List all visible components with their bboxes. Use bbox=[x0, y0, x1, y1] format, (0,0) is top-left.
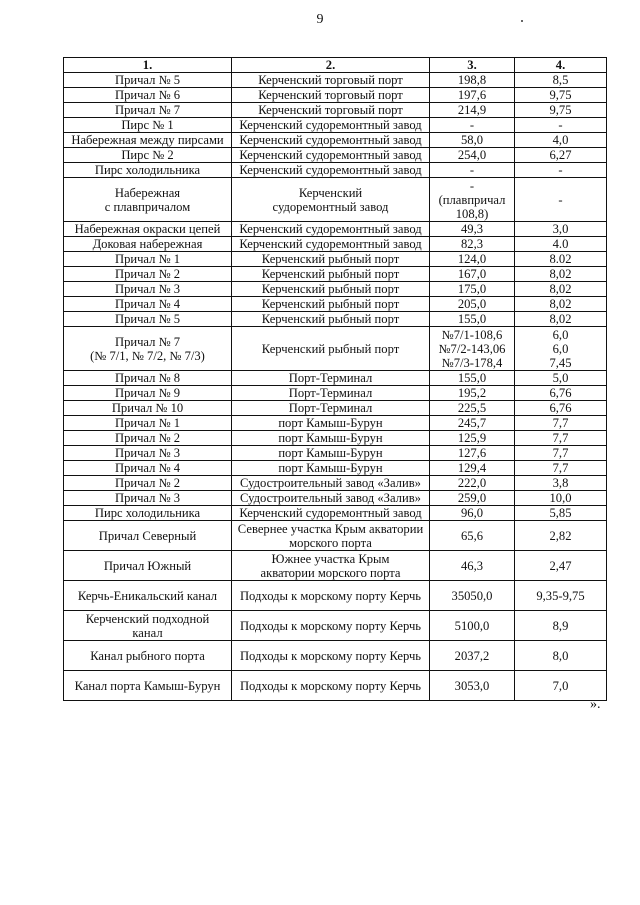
cell-name: Керчь-Еникальский канал bbox=[64, 581, 232, 611]
cell-location: порт Камыш-Бурун bbox=[232, 446, 430, 461]
table-row bbox=[64, 581, 607, 611]
cell-length: 124,0 bbox=[430, 252, 515, 267]
cell-length: 245,7 bbox=[430, 416, 515, 431]
table-row bbox=[64, 163, 607, 178]
cell-name: Причал № 1 bbox=[64, 416, 232, 431]
cell-length: 155,0 bbox=[430, 312, 515, 327]
cell-location: Порт-Терминал bbox=[232, 371, 430, 386]
cell-length: 2037,2 bbox=[430, 641, 515, 671]
cell-location: Керченский рыбный порт bbox=[232, 252, 430, 267]
cell-name: Набережная окраски цепей bbox=[64, 222, 232, 237]
cell-name: Причал № 6 bbox=[64, 88, 232, 103]
cell-length: 46,3 bbox=[430, 551, 515, 581]
cell-length: - (плавпричал 108,8) bbox=[430, 178, 515, 222]
table-row bbox=[64, 671, 607, 701]
cell-name: Причал № 4 bbox=[64, 297, 232, 312]
cell-location: Керченский рыбный порт bbox=[232, 327, 430, 371]
table-row bbox=[64, 88, 607, 103]
cell-length: 155,0 bbox=[430, 371, 515, 386]
cell-location: Керченский торговый порт bbox=[232, 73, 430, 88]
cell-length: 49,3 bbox=[430, 222, 515, 237]
cell-name: Причал Северный bbox=[64, 521, 232, 551]
cell-location: Керченский рыбный порт bbox=[232, 297, 430, 312]
cell-name: Причал № 9 bbox=[64, 386, 232, 401]
cell-name: Причал № 8 bbox=[64, 371, 232, 386]
cell-location: Керченский судоремонтный завод bbox=[232, 163, 430, 178]
cell-name: Канал рыбного порта bbox=[64, 641, 232, 671]
table-row bbox=[64, 267, 607, 282]
cell-depth: 7,0 bbox=[515, 671, 607, 701]
cell-length: - bbox=[430, 163, 515, 178]
cell-length: 125,9 bbox=[430, 431, 515, 446]
cell-length: №7/1-108,6 №7/2-143,06 №7/3-178,4 bbox=[430, 327, 515, 371]
cell-location: порт Камыш-Бурун bbox=[232, 431, 430, 446]
table-row bbox=[64, 118, 607, 133]
cell-location: Южнее участка Крым акватории морского порта bbox=[232, 551, 430, 581]
cell-length: 195,2 bbox=[430, 386, 515, 401]
cell-location: Подходы к морскому порту Керчь bbox=[232, 581, 430, 611]
cell-depth: 5,85 bbox=[515, 506, 607, 521]
cell-name: Набережная между пирсами bbox=[64, 133, 232, 148]
cell-name: Причал № 1 bbox=[64, 252, 232, 267]
table-row bbox=[64, 237, 607, 252]
column-header-2: 2. bbox=[232, 58, 430, 73]
cell-depth: 6,0 6,0 7,45 bbox=[515, 327, 607, 371]
cell-name: Причал № 2 bbox=[64, 476, 232, 491]
column-header-3: 3. bbox=[430, 58, 515, 73]
cell-length: 175,0 bbox=[430, 282, 515, 297]
cell-name: Пирс холодильника bbox=[64, 163, 232, 178]
cell-depth: 8,0 bbox=[515, 641, 607, 671]
scan-speck bbox=[521, 20, 523, 22]
table-row bbox=[64, 327, 607, 371]
cell-location: Судостроительный завод «Залив» bbox=[232, 476, 430, 491]
table-row bbox=[64, 148, 607, 163]
cell-location: Порт-Терминал bbox=[232, 401, 430, 416]
column-header-1: 1. bbox=[64, 58, 232, 73]
cell-depth: 8,5 bbox=[515, 73, 607, 88]
table-row bbox=[64, 178, 607, 222]
cell-name: Причал № 5 bbox=[64, 312, 232, 327]
cell-depth: 9,75 bbox=[515, 88, 607, 103]
cell-name: Керченский подходной канал bbox=[64, 611, 232, 641]
cell-length: 198,8 bbox=[430, 73, 515, 88]
cell-length: - bbox=[430, 118, 515, 133]
cell-location: Подходы к морскому порту Керчь bbox=[232, 671, 430, 701]
cell-depth: 8,02 bbox=[515, 297, 607, 312]
table-row bbox=[64, 446, 607, 461]
cell-name: Причал № 7 bbox=[64, 103, 232, 118]
cell-length: 225,5 bbox=[430, 401, 515, 416]
cell-depth: 9,75 bbox=[515, 103, 607, 118]
cell-length: 58,0 bbox=[430, 133, 515, 148]
table-row bbox=[64, 371, 607, 386]
table-body bbox=[64, 73, 607, 701]
table-row bbox=[64, 297, 607, 312]
cell-name: Причал № 4 bbox=[64, 461, 232, 476]
cell-length: 65,6 bbox=[430, 521, 515, 551]
cell-depth: - bbox=[515, 163, 607, 178]
cell-depth: 7,7 bbox=[515, 431, 607, 446]
cell-depth: 3,0 bbox=[515, 222, 607, 237]
cell-depth: - bbox=[515, 118, 607, 133]
table-row bbox=[64, 133, 607, 148]
cell-length: 167,0 bbox=[430, 267, 515, 282]
cell-name: Доковая набережная bbox=[64, 237, 232, 252]
cell-length: 205,0 bbox=[430, 297, 515, 312]
cell-location: Порт-Терминал bbox=[232, 386, 430, 401]
cell-length: 214,9 bbox=[430, 103, 515, 118]
berth-table bbox=[63, 57, 607, 701]
cell-depth: 10,0 bbox=[515, 491, 607, 506]
cell-name: Причал № 2 bbox=[64, 431, 232, 446]
table-row bbox=[64, 312, 607, 327]
cell-depth: 3,8 bbox=[515, 476, 607, 491]
cell-name: Пирс холодильника bbox=[64, 506, 232, 521]
table-row bbox=[64, 611, 607, 641]
cell-location: Подходы к морскому порту Керчь bbox=[232, 611, 430, 641]
table-row bbox=[64, 491, 607, 506]
cell-length: 127,6 bbox=[430, 446, 515, 461]
cell-name: Причал № 5 bbox=[64, 73, 232, 88]
cell-depth: 4,0 bbox=[515, 133, 607, 148]
table-row bbox=[64, 431, 607, 446]
table-row bbox=[64, 641, 607, 671]
cell-location: Севернее участка Крым акватории морского порта bbox=[232, 521, 430, 551]
table-row bbox=[64, 222, 607, 237]
cell-location: порт Камыш-Бурун bbox=[232, 461, 430, 476]
cell-depth: 7,7 bbox=[515, 416, 607, 431]
cell-location: Судостроительный завод «Залив» bbox=[232, 491, 430, 506]
cell-length: 197,6 bbox=[430, 88, 515, 103]
page-number: 9 bbox=[316, 12, 324, 27]
table-row bbox=[64, 461, 607, 476]
cell-depth: 6,27 bbox=[515, 148, 607, 163]
cell-depth: 8,02 bbox=[515, 282, 607, 297]
cell-location: Керченский судоремонтный завод bbox=[232, 506, 430, 521]
cell-depth: 6,76 bbox=[515, 386, 607, 401]
cell-location: Керченский судоремонтный завод bbox=[232, 178, 430, 222]
cell-depth: 8,02 bbox=[515, 267, 607, 282]
cell-depth: 7,7 bbox=[515, 446, 607, 461]
table-row bbox=[64, 416, 607, 431]
table-row bbox=[64, 282, 607, 297]
cell-depth: 4.0 bbox=[515, 237, 607, 252]
cell-location: Подходы к морскому порту Керчь bbox=[232, 641, 430, 671]
cell-location: порт Камыш-Бурун bbox=[232, 416, 430, 431]
cell-name: Причал № 10 bbox=[64, 401, 232, 416]
cell-length: 5100,0 bbox=[430, 611, 515, 641]
cell-length: 96,0 bbox=[430, 506, 515, 521]
cell-location: Керченский рыбный порт bbox=[232, 282, 430, 297]
table-row bbox=[64, 506, 607, 521]
table-row bbox=[64, 521, 607, 551]
cell-location: Керченский судоремонтный завод bbox=[232, 133, 430, 148]
cell-name: Пирс № 2 bbox=[64, 148, 232, 163]
cell-location: Керченский судоремонтный завод bbox=[232, 237, 430, 252]
cell-depth: 6,76 bbox=[515, 401, 607, 416]
cell-location: Керченский торговый порт bbox=[232, 88, 430, 103]
table-row bbox=[64, 476, 607, 491]
cell-name: Причал Южный bbox=[64, 551, 232, 581]
cell-depth: 5,0 bbox=[515, 371, 607, 386]
cell-location: Керченский торговый порт bbox=[232, 103, 430, 118]
cell-depth: 2,82 bbox=[515, 521, 607, 551]
cell-name: Причал № 3 bbox=[64, 446, 232, 461]
cell-location: Керченский судоремонтный завод bbox=[232, 118, 430, 133]
cell-location: Керченский судоремонтный завод bbox=[232, 148, 430, 163]
cell-name: Причал № 3 bbox=[64, 282, 232, 297]
cell-depth: 9,35-9,75 bbox=[515, 581, 607, 611]
cell-length: 254,0 bbox=[430, 148, 515, 163]
cell-name: Канал порта Камыш-Бурун bbox=[64, 671, 232, 701]
cell-length: 35050,0 bbox=[430, 581, 515, 611]
cell-depth: - bbox=[515, 178, 607, 222]
table-row bbox=[64, 103, 607, 118]
table-row bbox=[64, 386, 607, 401]
cell-name: Пирс № 1 bbox=[64, 118, 232, 133]
cell-location: Керченский судоремонтный завод bbox=[232, 222, 430, 237]
cell-name: Причал № 3 bbox=[64, 491, 232, 506]
cell-depth: 8.02 bbox=[515, 252, 607, 267]
table-row bbox=[64, 252, 607, 267]
table-row bbox=[64, 73, 607, 88]
cell-length: 129,4 bbox=[430, 461, 515, 476]
cell-name: Причал № 7 (№ 7/1, № 7/2, № 7/3) bbox=[64, 327, 232, 371]
table-row bbox=[64, 551, 607, 581]
closing-quote: ». bbox=[590, 697, 601, 712]
cell-length: 259,0 bbox=[430, 491, 515, 506]
column-header-4: 4. bbox=[515, 58, 607, 73]
table-row bbox=[64, 401, 607, 416]
cell-length: 3053,0 bbox=[430, 671, 515, 701]
cell-depth: 8,02 bbox=[515, 312, 607, 327]
cell-location: Керченский рыбный порт bbox=[232, 267, 430, 282]
cell-location: Керченский рыбный порт bbox=[232, 312, 430, 327]
cell-depth: 8,9 bbox=[515, 611, 607, 641]
cell-length: 82,3 bbox=[430, 237, 515, 252]
table-header-row bbox=[64, 58, 607, 73]
cell-name: Набережная с плавпричалом bbox=[64, 178, 232, 222]
cell-depth: 7,7 bbox=[515, 461, 607, 476]
cell-name: Причал № 2 bbox=[64, 267, 232, 282]
cell-depth: 2,47 bbox=[515, 551, 607, 581]
cell-length: 222,0 bbox=[430, 476, 515, 491]
